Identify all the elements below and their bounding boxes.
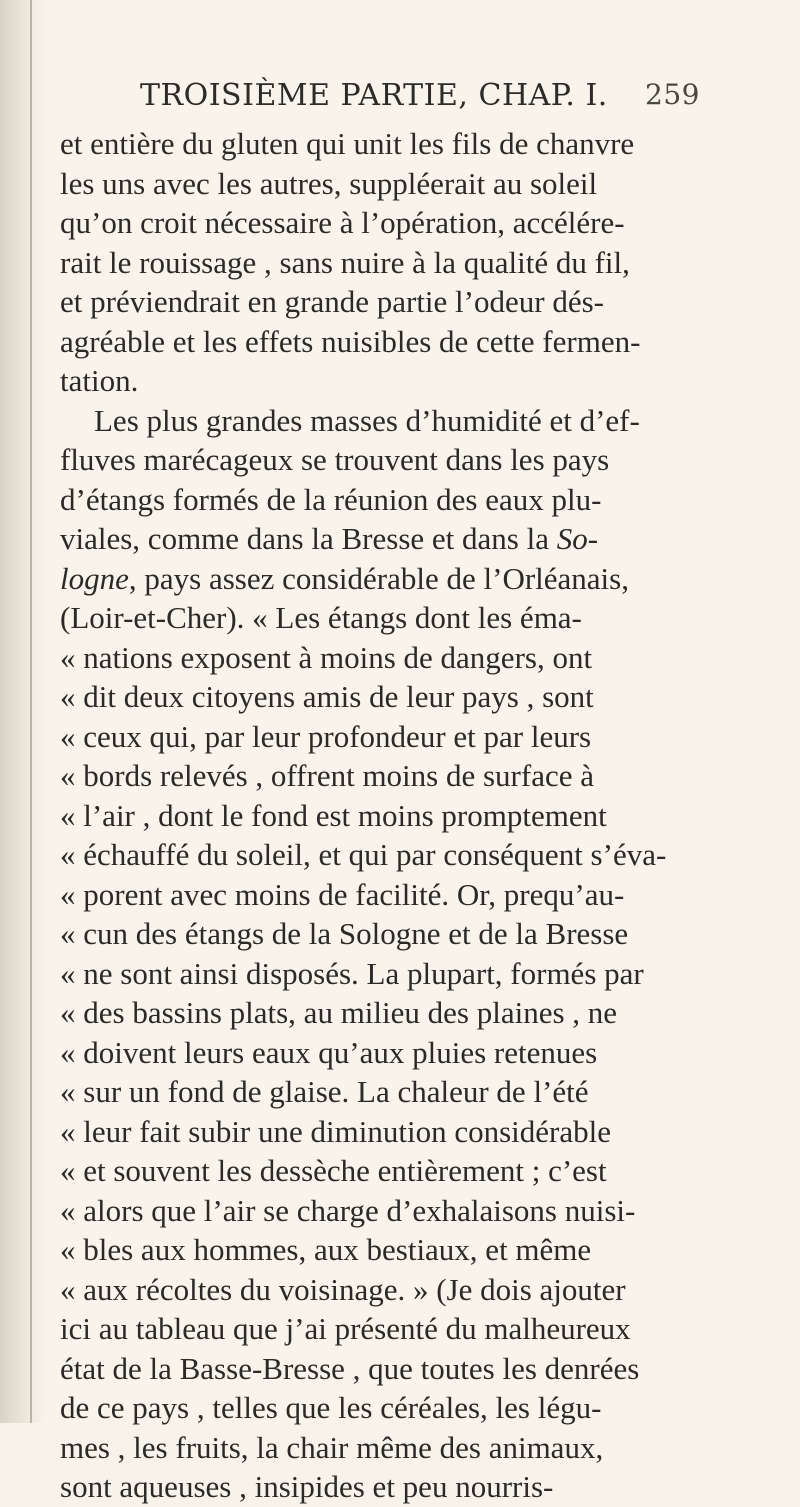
text-fragment: , pays assez considérable de l’Orléanais,: [128, 560, 629, 596]
text-line: « ceux qui, par leur profondeur et par leurs: [60, 718, 592, 754]
italic-fragment: So-: [556, 521, 599, 556]
text-line: (Loir-et-Cher). « Les étangs dont les éma-: [60, 600, 582, 635]
text-line: « alors que l’air se charge d’exhalaisons nuisi-: [60, 1192, 636, 1228]
text-line: « nations exposent à moins de dangers, ont: [60, 639, 593, 675]
text-line: « des bassins plats, au milieu des plaines , ne: [60, 995, 618, 1030]
text-line: les uns avec les autres, suppléerait au soleil: [60, 165, 598, 201]
body-text: [60, 124, 730, 1507]
page-header: [140, 78, 700, 118]
text-line: « doivent leurs eaux qu’aux pluies retenues: [60, 1034, 598, 1070]
text-line: « leur fait subir une diminution considérable: [60, 1113, 611, 1149]
text-line: mes , les fruits, la chair même des animaux,: [60, 1429, 604, 1465]
text-line: agréable et les effets nuisibles de cette fermen-: [60, 323, 641, 359]
text-line: et préviendrait en grande partie l’odeur dés-: [60, 284, 604, 319]
text-line: tation.: [60, 363, 139, 398]
text-line: de ce pays , telles que les céréales, les légu-: [60, 1390, 602, 1425]
running-head: TROISIÈME PARTIE, CHAP. I.: [140, 78, 608, 113]
text-line: « ne sont ainsi disposés. La plupart, formés par: [60, 955, 644, 991]
text-line: « aux récoltes du voisinage. » (Je dois ajouter: [60, 1271, 626, 1307]
text-line: rait le rouissage , sans nuire à la qualité du fil,: [60, 244, 630, 280]
text-line: « sur un fond de glaise. La chaleur de l’été: [60, 1074, 589, 1109]
text-fragment: viales, comme dans la Bresse et dans la: [60, 521, 557, 556]
text-line: « l’air , dont le fond est moins promptement: [60, 797, 607, 833]
text-line: « échauffé du soleil, et qui par conséquent s’éva-: [60, 837, 667, 872]
text-line: « porent avec moins de facilité. Or, prequ’au-: [60, 876, 625, 912]
binding-shadow: [30, 0, 32, 1423]
text-line: « cun des étangs de la Sologne et de la Bresse: [60, 916, 629, 951]
page-number: 259: [645, 78, 700, 111]
text-line: « dit deux citoyens amis de leur pays , sont: [60, 679, 594, 714]
text-line-with-italic: [60, 559, 730, 599]
text-line: Les plus grandes masses d’humidité et d’ef-: [94, 402, 640, 438]
text-line: « bles aux hommes, aux bestiaux, et même: [60, 1232, 592, 1267]
text-line: d’étangs formés de la réunion des eaux plu-: [60, 481, 602, 517]
page-gutter: [0, 0, 46, 1423]
text-line: fluves marécageux se trouvent dans les pays: [60, 442, 610, 477]
text-line: qu’on croit nécessaire à l’opération, accélére-: [60, 205, 625, 240]
text-line: « bords relevés , offrent moins de surface à: [60, 758, 594, 793]
text-line-with-italic: [60, 519, 730, 559]
italic-fragment: logne: [60, 560, 129, 596]
text-line: sont aqueuses , insipides et peu nourris-: [60, 1469, 554, 1504]
text-line: et entière du gluten qui unit les fils de chanvre: [60, 126, 635, 161]
text-line: « et souvent les dessèche entièrement ; c’est: [60, 1153, 607, 1188]
text-line: état de la Basse-Bresse , que toutes les denrées: [60, 1350, 640, 1386]
text-line: ici au tableau que j’ai présenté du malheureux: [60, 1311, 631, 1346]
